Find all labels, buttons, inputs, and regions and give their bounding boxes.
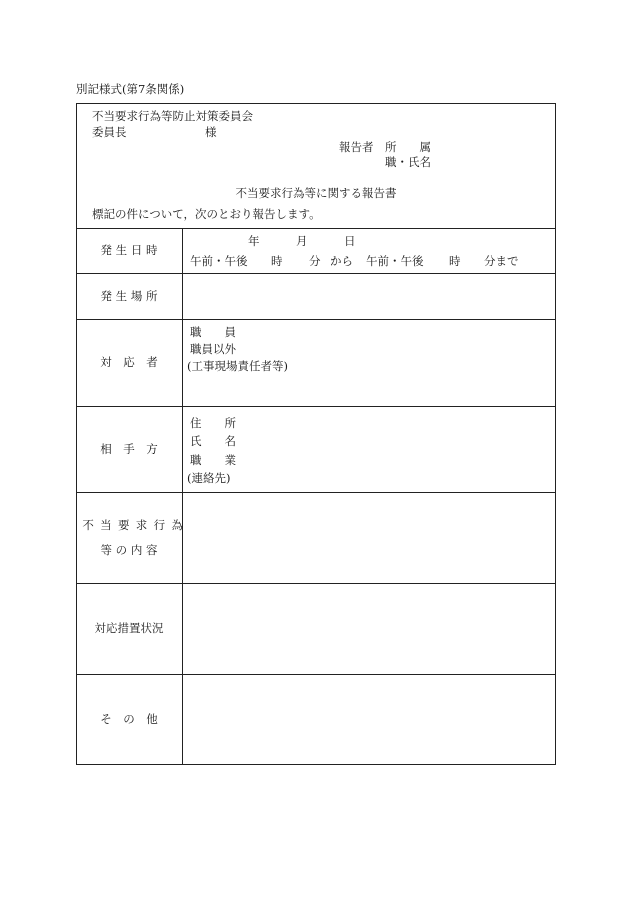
month-label: 月: [296, 234, 308, 248]
counterpart-label: 相 手 方: [100, 442, 158, 456]
counterpart-contact: (連絡先): [187, 471, 231, 485]
content-label-line1: 不当要求行為: [82, 518, 190, 532]
hour-from: 時: [271, 254, 283, 268]
row-divider: [76, 228, 556, 229]
counterpart-occupation: 職 業: [190, 453, 236, 467]
counterpart-name: 氏 名: [190, 434, 236, 448]
responder-staff: 職 員: [190, 325, 236, 339]
row-divider: [76, 674, 556, 675]
document-title: 不当要求行為等に関する報告書: [235, 186, 397, 200]
row-divider: [76, 273, 556, 274]
am-pm-from: 午前・午後: [190, 254, 248, 268]
report-form-frame: [76, 103, 556, 765]
honorific: 様: [205, 125, 217, 139]
year-label: 年: [248, 234, 260, 248]
day-label: 日: [344, 234, 356, 248]
row-divider: [76, 406, 556, 407]
intro-sentence: 標記の件について，次のとおり報告します。: [92, 207, 321, 221]
row-divider: [76, 583, 556, 584]
chairman-label: 委員長: [92, 125, 127, 139]
row-divider: [76, 492, 556, 493]
content-label-line2: 等 の 内 容: [100, 543, 158, 557]
hour-to: 時: [449, 254, 461, 268]
responder-note: (工事現場責任者等): [187, 359, 288, 373]
counterpart-address: 住 所: [190, 416, 236, 430]
responder-label: 対 応 者: [100, 355, 158, 369]
position-name-label: 職・氏名: [385, 155, 431, 169]
affiliation-label: 所 属: [385, 140, 431, 154]
reporter-label: 報告者: [339, 140, 374, 154]
committee-name: 不当要求行為等防止対策委員会: [92, 109, 253, 123]
column-divider: [182, 228, 183, 765]
responder-non-staff: 職員以外: [190, 342, 236, 356]
other-label: そ の 他: [100, 712, 158, 726]
minute-from: 分: [309, 254, 321, 268]
date-time-label: 発 生 日 時: [100, 243, 158, 257]
am-pm-to: 午前・午後: [366, 254, 424, 268]
row-divider: [76, 319, 556, 320]
from-label: から: [330, 254, 353, 268]
until-label: 分まで: [484, 254, 519, 268]
form-title: 別記様式(第7条関係): [76, 82, 185, 96]
measures-label: 対応措置状況: [94, 621, 164, 635]
place-label: 発 生 場 所: [100, 289, 158, 303]
